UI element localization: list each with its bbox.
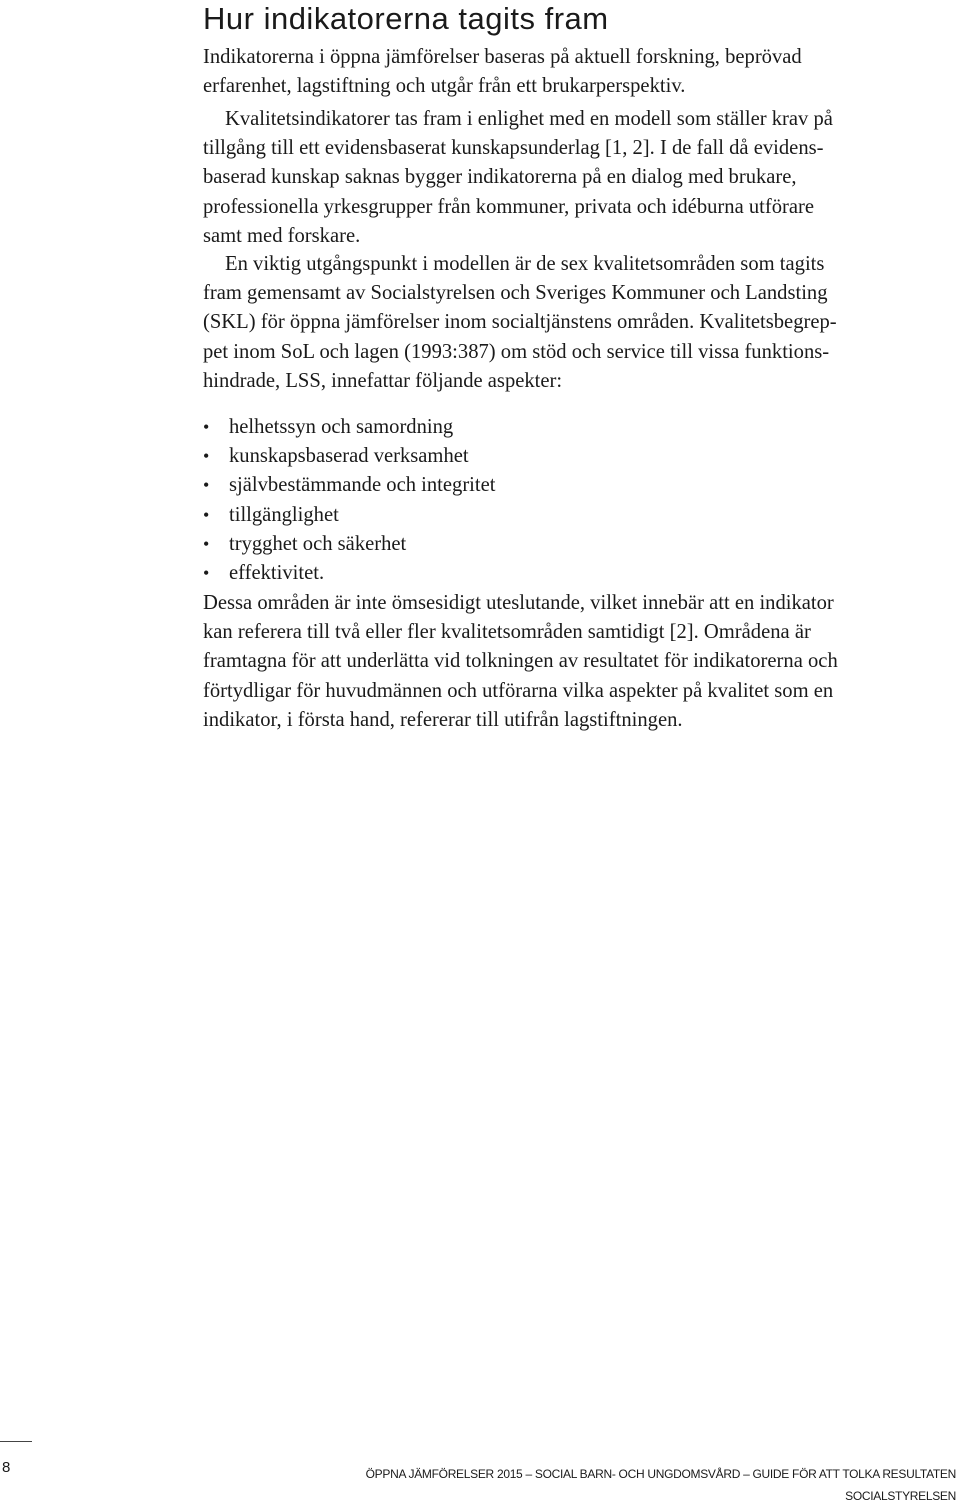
list-item xyxy=(203,471,496,500)
paragraph-line: Dessa områden är inte ömsesidigt uteslutande, vilket innebär att en indikator xyxy=(203,592,834,614)
paragraph-intro xyxy=(203,43,955,101)
bullet-icon: • xyxy=(203,533,210,554)
paragraph-quality-areas xyxy=(203,250,955,396)
paragraph-line: hindrade, LSS, innefattar följande aspekter: xyxy=(203,369,563,392)
list-item-text: helhetssyn och samordning xyxy=(229,416,454,438)
paragraph-line: erfarenhet, lagstiftning och utgår från ett brukarperspektiv. xyxy=(203,75,686,98)
footer-title-line: ÖPPNA JÄMFÖRELSER 2015 – SOCIAL BARN- OCH UNGDOMSVÅRD – GUIDE FÖR ATT TOLKA RESULTATEN xyxy=(365,1467,956,1481)
list-item xyxy=(203,501,496,530)
paragraph-line: framtagna för att underlätta vid tolkningen av resultatet för indikatorerna och xyxy=(203,650,838,673)
bullet-icon: • xyxy=(203,446,210,467)
list-item-text: självbestämmande och integritet xyxy=(229,474,496,497)
list-item xyxy=(203,442,496,471)
list-item-text: trygghet och säkerhet xyxy=(229,532,407,555)
footer-publisher: SOCIALSTYRELSEN xyxy=(845,1489,956,1503)
paragraph-line: samt med forskare. xyxy=(203,224,361,247)
paragraph-line: En viktig utgångspunkt i modellen är de sex kvalitetsområden som tagits xyxy=(225,253,825,275)
list-item xyxy=(203,530,496,559)
footer-divider xyxy=(0,1441,32,1442)
paragraph-line: tillgång till ett evidensbaserat kunskapsunderlag [1, 2]. I de fall då evidens- xyxy=(203,137,824,160)
footer-running-title xyxy=(366,1463,956,1507)
paragraph-line: pet inom SoL och lagen (1993:387) om stöd och service till vissa funktions- xyxy=(203,340,830,363)
list-item xyxy=(203,559,496,588)
paragraph-conclusion xyxy=(203,589,955,735)
paragraph-line: indikator, i första hand, refererar till utifrån lagstiftningen. xyxy=(203,708,683,731)
list-item xyxy=(203,413,496,442)
paragraph-line: kan referera till två eller fler kvalitetsområden samtidigt [2]. Områdena är xyxy=(203,621,811,644)
bullet-icon: • xyxy=(203,504,210,525)
paragraph-line: Indikatorerna i öppna jämförelser baseras på aktuell forskning, beprövad xyxy=(203,46,802,68)
paragraph-line: (SKL) för öppna jämförelser inom socialtjänstens områden. Kvalitetsbegrep- xyxy=(203,311,837,334)
bullet-icon: • xyxy=(203,417,210,437)
quality-aspects-list xyxy=(203,413,496,588)
paragraph-model xyxy=(203,105,955,251)
bullet-icon: • xyxy=(203,475,210,496)
paragraph-line: professionella yrkesgrupper från kommuner, privata och idéburna utförare xyxy=(203,195,815,218)
section-heading: Hur indikatorerna tagits fram xyxy=(203,1,609,36)
bullet-icon: • xyxy=(203,562,210,583)
list-item-text: effektivitet. xyxy=(229,561,325,584)
list-item-text: tillgänglighet xyxy=(229,503,339,526)
page-number: 8 xyxy=(2,1459,11,1476)
paragraph-line: förtydligar för huvudmännen och utförarna vilka aspekter på kvalitet som en xyxy=(203,679,834,702)
paragraph-line: Kvalitetsindikatorer tas fram i enlighet med en modell som ställer krav på xyxy=(225,108,833,130)
paragraph-line: fram gemensamt av Socialstyrelsen och Sveriges Kommuner och Landsting xyxy=(203,282,828,305)
paragraph-line: baserad kunskap saknas bygger indikatorerna på en dialog med brukare, xyxy=(203,166,797,189)
list-item-text: kunskapsbaserad verksamhet xyxy=(229,445,469,468)
